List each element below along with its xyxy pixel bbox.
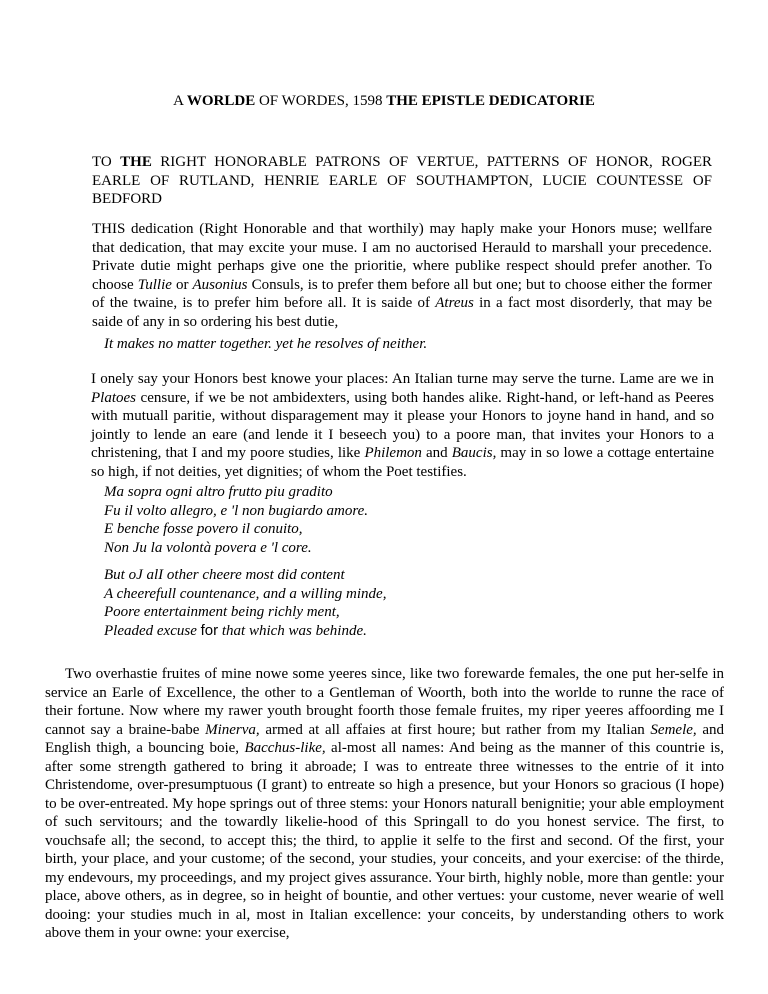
verse-fragment: that which was behinde. (218, 622, 367, 639)
paragraph-text: al-most all names: And being as the manner of this countrie is, after some strength gathered to bring it abroade; I was to entreate three witnesses to the entrie of it into Christendome, over-presumptuous (I grant) to entreate so high a presence, but your Honors so gracious (I hope) to be over-entreated. My hope springs out of three stems: your Honors naturall benignitie; your able employment of such servitours; and the towardly likelie-hood of this Springall to do you honest service. The first, to vouchsafe all; the second, to accept this; the third, to applie it selfe to the first and second. Of the first, your birth, your place, and your custome; of the second, your studies, your conceits, and your exercise: of the thirde, my endevours, my proceedings, and my project gives assurance. Your birth, highly noble, more than gentle: your place, above others, as in degree, so in height of bountie, and other vertues: your custome, never wearie of well dooing: your studies much in al, most in Italian excellence: your conceits, by understanding others to work above them in your owne: your exercise, (45, 740, 725, 941)
paragraph-text: THIS dedication (Right Honorable and that worthily) may haply make your Honors muse; wellfare that dedication, that may excite your muse. I am no auctorised Herauld to marshall your precedence. Private dutie might perhaps give one the prioritie, where publike respect should prefer another. To choose (92, 221, 712, 293)
title-worlde: WORLDE (186, 93, 256, 109)
paragraph-text: in a fact most disorderly, that may be saide of any in so ordering his best dutie, (92, 295, 712, 330)
italian-verse (104, 483, 368, 557)
heading-the: THE (120, 154, 152, 170)
heading-prefix: TO (92, 154, 121, 170)
italic-name: Tullie (137, 276, 172, 293)
verse-fragment: , and a willing minde, (255, 585, 387, 602)
paragraph-text: armed at all affaies at first houre; but rather from my Italian (259, 721, 651, 738)
verse-line: Fu il volto allegro, e 'l non bugiardo amore. (104, 502, 369, 519)
title-prefix: A (173, 93, 187, 109)
heading-text: RIGHT HONORABLE PATRONS OF VERTUE, PATTERNS OF HONOR, ROGER EARLE OF RUTLAND, HENRIE EARLE OF SOUTHAMPTON, LUCIE COUNTESSE OF BEDFORD (92, 154, 712, 207)
verse-line: Poore entertainment being richly ment, (104, 604, 340, 620)
paragraph-text: Two overhastie fruites of mine nowe some yeeres since, like two forewarde females, the one put her-selfe in service an Earle of Excellence, the other to a Gentleman of Woorth, both into the worlde to runne the race of their fortune. Now where my rawer youth brought foorth those female fruites, my riper yeeres affoording me I cannot say a braine-babe (45, 666, 724, 738)
page-title (0, 92, 768, 111)
paragraph-text: and English thigh, a bouncing boie, (45, 721, 724, 756)
italic-name: Platoes (91, 389, 136, 406)
verse-line: Ma sopra ogni altro frutto piu gradito (104, 484, 333, 500)
verse-line (104, 622, 386, 641)
dedication-heading (92, 153, 712, 209)
paragraph-text: I onely say your Honors best knowe your places: An Italian turne may serve the turne. Lame are we in (91, 371, 714, 387)
paragraph-text: or (171, 276, 193, 293)
title-epistle: THE EPISTLE DEDICATORIE (386, 93, 595, 109)
paragraph-text: Consuls, is to prefer them before all but one; but to choose either the former of the twaine, is to prefer him before all. It is saide of (92, 276, 713, 311)
paragraph-text: may in so lowe a cottage entertaine so high, if not deities, yet dignities; of whom the Poet testifies. (91, 445, 714, 480)
verse-line: Non Ju la volontà povera e 'l core. (104, 539, 312, 556)
paragraph-1 (92, 220, 712, 331)
verse-fragment: Pleaded excuse (104, 622, 201, 639)
italic-name: Bacchus-like, (244, 740, 326, 756)
quotation: It makes no matter together. yet he resolves of neither. (104, 336, 428, 352)
verse-fragment: A cheerefull countenance (104, 585, 256, 602)
italic-name: Philemon (364, 445, 422, 461)
italic-name: Ausonius (192, 276, 248, 293)
verse-line: But oJ alI other cheere most did content (104, 567, 345, 583)
verse-line: E benche fosse povero il conuito, (104, 521, 303, 537)
italic-name: Baucis, (451, 445, 497, 461)
paragraph-2 (91, 370, 714, 481)
paragraph-text: and (421, 445, 452, 461)
title-middle: OF WORDES, 1598 (255, 93, 387, 109)
verse-fragment: for (200, 621, 219, 639)
english-verse (104, 566, 386, 640)
italic-name: Atreus (435, 295, 474, 311)
paragraph-text: censure, if we be not ambidexters, using both handes alike. Right-hand, or left-hand as Peeres with mutuall paritie, without disparagement may it please your Honors to joyne hand in hand, and so jointly to lende an eare (and lende it I beseech you) to a poore man, that invites your Honors to a christening, that I and my poore studies, like (91, 389, 714, 461)
italic-name: Semele, (650, 721, 697, 738)
verse-line (104, 585, 386, 604)
italic-name: Minerva, (205, 721, 260, 738)
paragraph-3 (45, 665, 724, 943)
